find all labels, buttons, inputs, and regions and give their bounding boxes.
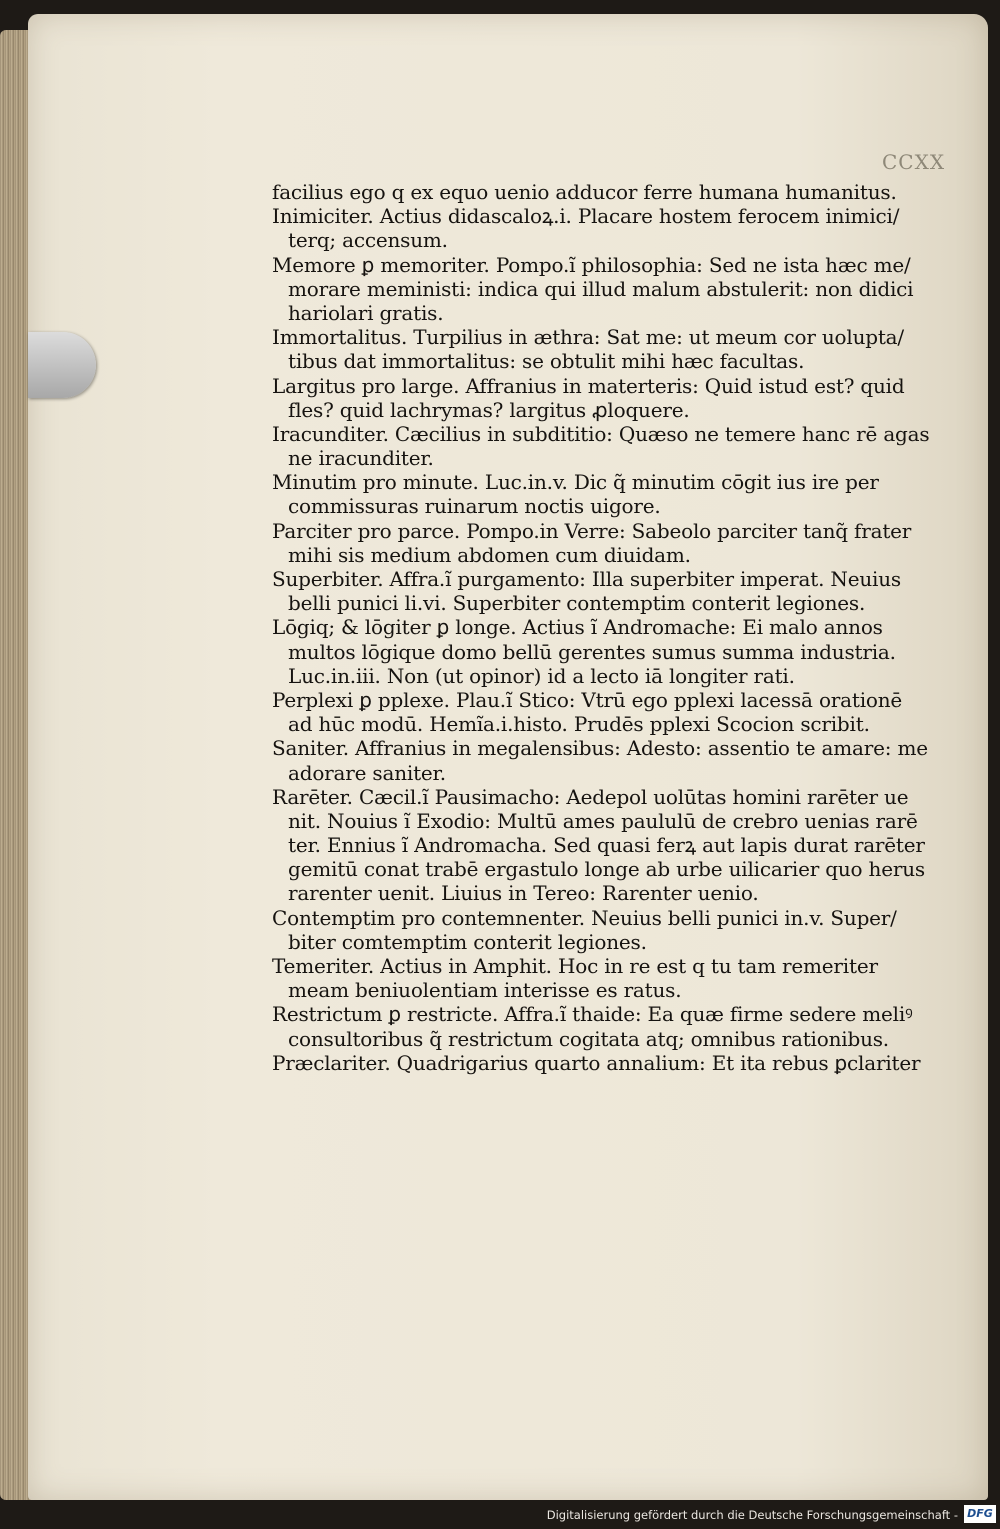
text-line: morare meministi: indica qui illud malum abstulerit: non didici xyxy=(288,276,914,301)
text-line: rarenter uenit. Liuius in Tereo: Rarenter uenio. xyxy=(288,881,759,906)
text-line: ad hūc modū. Hemĩa.i.histo. Prudēs pplexi Scocion scribit. xyxy=(288,712,870,737)
footer-bar xyxy=(0,1501,1000,1529)
text-line: Immortalitus. Turpilius in æthra: Sat me: ut meum cor uolupta/ xyxy=(272,325,904,350)
text-line: Temeriter. Actius in Amphit. Hoc in re est q tu tam remeriter xyxy=(272,954,878,978)
text-line: Memore ꝑ memoriter. Pompo.ĩ philosophia: Sed ne ista hæc me/ xyxy=(272,252,911,277)
text-line: Saniter. Affranius in megalensibus: Adesto: assentio te amare: me xyxy=(272,736,928,761)
text-line: Superbiter. Affra.ĩ purgamento: Illa superbiter imperat. Neuius xyxy=(272,567,901,591)
text-line: mihi sis medium abdomen cum diuidam. xyxy=(288,542,691,567)
text-line: ter. Ennius ĩ Andromacha. Sed quasi ferꝝ aut lapis durat rarēter xyxy=(288,833,925,858)
text-block xyxy=(272,180,930,1075)
text-line: Contemptim pro contemnenter. Neuius belli punici in.v. Super/ xyxy=(272,905,897,930)
text-line: Rarēter. Cæcil.ĩ Pausimacho: Aedepol uolūtas homini rarēter ue xyxy=(272,784,909,809)
text-line: ne iracunditer. xyxy=(288,446,434,471)
text-line: nit. Nouius ĩ Exodio: Multū ames paululū de crebro uenias rarē xyxy=(288,808,918,833)
text-line: Inimiciter. Actius didascaloꝝ.i. Placare hostem ferocem inimici/ xyxy=(272,204,900,229)
text-line: Restrictum ꝑ restricte. Affra.ĩ thaide: Ea quæ firme sedere meliꝰ xyxy=(272,1002,913,1027)
text-line: hariolari gratis. xyxy=(288,300,444,325)
text-line: Perplexi ꝑ pplexe. Plau.ĩ Stico: Vtrū ego pplexi lacessā orationē xyxy=(272,687,903,712)
text-line: commissuras ruinarum noctis uigore. xyxy=(288,494,661,519)
text-line: Largitus pro large. Affranius in materteris: Quid istud est? quid xyxy=(272,373,905,398)
dfg-logo: DFG xyxy=(964,1505,996,1523)
text-line: biter comtemptim conterit legiones. xyxy=(288,929,647,954)
text-line: Lōgiq; & lōgiter ꝑ longe. Actius ĩ Andromache: Ei malo annos xyxy=(272,615,883,640)
text-line: tibus dat immortalitus: se obtulit mihi hæc facultas. xyxy=(288,349,805,374)
text-line: fles? quid lachrymas? largitus ꝓloquere. xyxy=(288,397,690,422)
text-line: Parciter pro parce. Pompo.in Verre: Sabeolo parciter tanq̃ frater xyxy=(272,518,912,543)
text-line: Præclariter. Quadrigarius quarto annalium: Et ita rebus ꝑclariter xyxy=(272,1050,921,1075)
text-line: terq; accensum. xyxy=(288,228,448,253)
text-line: belli punici li.vi. Superbiter contemptim conterit legiones. xyxy=(288,591,866,616)
text-line: Iracunditer. Cæcilius in subdititio: Quæso ne temere hanc rē agas xyxy=(272,421,930,446)
text-line: multos lōgique domo bellū gerentes sumus summa industria. xyxy=(288,639,896,664)
text-line: adorare saniter. xyxy=(288,760,446,785)
text-line: Luc.in.iii. Non (ut opinor) id a lecto iā longiter rati. xyxy=(288,663,795,688)
text-line: facilius ego q ex equo uenio adducor ferre humana humanitus. xyxy=(272,180,897,204)
text-line: consultoribus q̃ restrictum cogitata atq; omnibus rationibus. xyxy=(288,1026,889,1051)
page-clip xyxy=(28,332,96,398)
text-line: gemitū conat trabē ergastulo longe ab urbe uilicarier quo herus xyxy=(288,857,925,882)
funding-credit: Digitalisierung gefördert durch die Deutsche Forschungsgemeinschaft - xyxy=(546,1508,958,1522)
folio-number: CCXX xyxy=(882,150,946,174)
text-line: meam beniuolentiam interisse es ratus. xyxy=(288,978,682,1003)
text-line: Minutim pro minute. Luc.in.v. Dic q̃ minutim cōgit ius ire per xyxy=(272,470,879,495)
